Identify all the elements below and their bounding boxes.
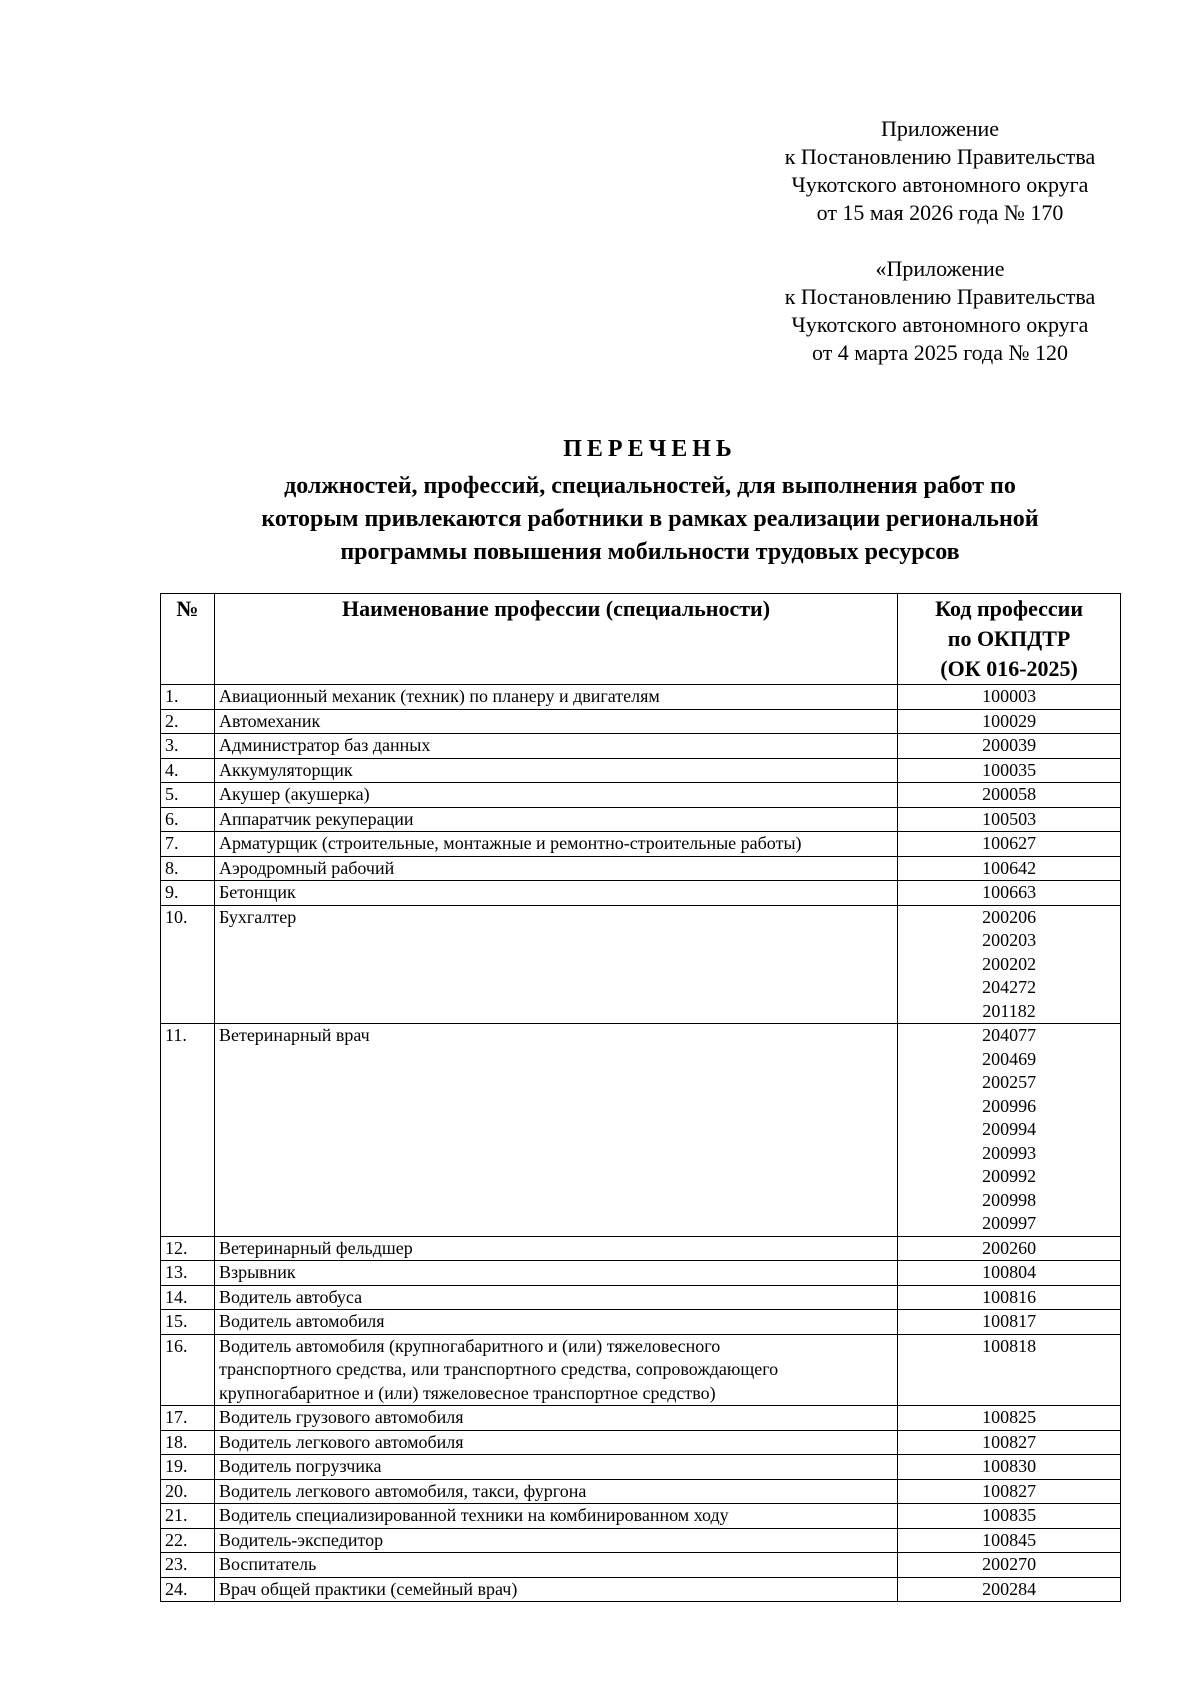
table-row bbox=[161, 1504, 1121, 1529]
table-row bbox=[161, 734, 1121, 759]
profession-name: Водитель автобуса bbox=[214, 1285, 897, 1310]
table-row bbox=[161, 685, 1121, 710]
table-row bbox=[161, 881, 1121, 906]
row-number: 17. bbox=[161, 1406, 215, 1431]
row-number: 14. bbox=[161, 1285, 215, 1310]
table-row bbox=[161, 905, 1121, 1024]
appendix-line: от 4 марта 2025 года № 120 bbox=[811, 340, 1068, 365]
profession-name: Водитель легкового автомобиля, такси, фургона bbox=[214, 1479, 897, 1504]
profession-name: Авиационный механик (техник) по планеру и двигателям bbox=[214, 685, 897, 710]
profession-code: 204077 bbox=[982, 1025, 1037, 1045]
table-row bbox=[161, 807, 1121, 832]
profession-code: 200270 bbox=[982, 1554, 1037, 1574]
profession-code: 200203 bbox=[982, 930, 1037, 950]
profession-code: 100845 bbox=[982, 1529, 1037, 1550]
appendix-previous bbox=[740, 255, 1140, 367]
table-row bbox=[161, 1285, 1121, 1310]
subtitle-line: которым привлекаются работники в рамках реализации региональной bbox=[261, 506, 1039, 532]
table-row bbox=[161, 1553, 1121, 1578]
row-number: 1. bbox=[161, 685, 215, 710]
profession-codes bbox=[898, 807, 1121, 832]
profession-codes bbox=[898, 758, 1121, 783]
profession-codes bbox=[898, 1553, 1121, 1578]
profession-name-line: Водитель автомобиля (крупногабаритного и (или) тяжеловесного bbox=[218, 1335, 721, 1356]
profession-code: 100663 bbox=[982, 882, 1037, 902]
profession-code: 100827 bbox=[982, 1480, 1037, 1501]
profession-codes bbox=[898, 1406, 1121, 1431]
profession-codes bbox=[898, 1285, 1121, 1310]
row-number: 11. bbox=[161, 1024, 215, 1237]
row-number: 18. bbox=[161, 1430, 215, 1455]
table-row bbox=[161, 1528, 1121, 1553]
table-body bbox=[161, 685, 1121, 1602]
row-number: 5. bbox=[161, 783, 215, 808]
profession-codes bbox=[898, 1261, 1121, 1286]
profession-codes bbox=[898, 709, 1121, 734]
profession-code: 200993 bbox=[982, 1142, 1037, 1163]
profession-name: Водитель погрузчика bbox=[214, 1455, 897, 1480]
profession-code: 200996 bbox=[982, 1095, 1037, 1116]
profession-codes bbox=[898, 1528, 1121, 1553]
table-header-row bbox=[161, 594, 1121, 685]
table-row bbox=[161, 1236, 1121, 1261]
subtitle-line: программы повышения мобильности трудовых ресурсов bbox=[340, 539, 960, 565]
profession-name-line: крупногабаритное и (или) тяжеловесное транспортное средство) bbox=[218, 1382, 716, 1403]
profession-name: Водитель специализированной техники на комбинированном ходу bbox=[214, 1504, 897, 1529]
table-row bbox=[161, 1334, 1121, 1406]
row-number: 23. bbox=[161, 1553, 215, 1578]
row-number: 24. bbox=[161, 1577, 215, 1602]
row-number: 2. bbox=[161, 709, 215, 734]
row-number: 6. bbox=[161, 807, 215, 832]
header-code-line: по ОКПДТР bbox=[947, 626, 1071, 651]
profession-codes bbox=[898, 1504, 1121, 1529]
row-number: 9. bbox=[161, 881, 215, 906]
profession-code: 200994 bbox=[982, 1119, 1037, 1139]
profession-codes bbox=[898, 1236, 1121, 1261]
profession-codes bbox=[898, 1577, 1121, 1602]
profession-name: Водитель-экспедитор bbox=[214, 1528, 897, 1553]
row-number: 12. bbox=[161, 1236, 215, 1261]
profession-code: 200257 bbox=[982, 1072, 1037, 1092]
row-number: 4. bbox=[161, 758, 215, 783]
appendix-current bbox=[740, 115, 1140, 227]
profession-name: Акушер (акушерка) bbox=[214, 783, 897, 808]
profession-name: Взрывник bbox=[214, 1261, 897, 1286]
profession-name: Администратор баз данных bbox=[214, 734, 897, 759]
profession-name: Ветеринарный врач bbox=[214, 1024, 897, 1237]
table-row bbox=[161, 856, 1121, 881]
header-code-line: Код профессии bbox=[935, 596, 1084, 621]
header-code bbox=[898, 594, 1121, 685]
table-row bbox=[161, 832, 1121, 857]
table-row bbox=[161, 709, 1121, 734]
profession-code: 100804 bbox=[982, 1262, 1037, 1282]
profession-codes bbox=[898, 856, 1121, 881]
table-row bbox=[161, 1406, 1121, 1431]
title-block bbox=[150, 434, 1150, 569]
document-subtitle bbox=[150, 470, 1150, 569]
profession-code: 100830 bbox=[982, 1456, 1037, 1476]
profession-code: 100003 bbox=[982, 686, 1037, 706]
table-row bbox=[161, 1577, 1121, 1602]
profession-code: 100035 bbox=[982, 759, 1037, 780]
profession-code: 100029 bbox=[982, 710, 1037, 731]
row-number: 20. bbox=[161, 1479, 215, 1504]
profession-code: 100627 bbox=[982, 833, 1037, 853]
profession-name bbox=[214, 1334, 897, 1406]
profession-name: Бухгалтер bbox=[214, 905, 897, 1024]
profession-codes bbox=[898, 1479, 1121, 1504]
appendix-line: к Постановлению Правительства bbox=[784, 144, 1096, 169]
profession-name: Водитель грузового автомобиля bbox=[214, 1406, 897, 1431]
profession-codes bbox=[898, 1310, 1121, 1335]
profession-codes bbox=[898, 685, 1121, 710]
row-number: 21. bbox=[161, 1504, 215, 1529]
profession-code: 100825 bbox=[982, 1407, 1037, 1427]
profession-code: 200284 bbox=[982, 1578, 1037, 1599]
profession-name: Воспитатель bbox=[214, 1553, 897, 1578]
appendix-line: «Приложение bbox=[875, 256, 1005, 281]
profession-code: 200206 bbox=[982, 906, 1037, 927]
profession-code: 100817 bbox=[982, 1311, 1037, 1331]
profession-code: 100835 bbox=[982, 1505, 1037, 1525]
appendix-line: Чукотского автономного округа bbox=[791, 172, 1089, 197]
profession-code: 201182 bbox=[982, 1000, 1036, 1021]
profession-code: 200260 bbox=[982, 1237, 1037, 1258]
appendix-line: от 15 мая 2026 года № 170 bbox=[816, 200, 1064, 225]
profession-code: 100818 bbox=[982, 1335, 1037, 1356]
document-title: ПЕРЕЧЕНЬ bbox=[563, 436, 737, 462]
profession-code: 204272 bbox=[982, 977, 1037, 997]
header-number: № bbox=[161, 594, 215, 685]
profession-codes bbox=[898, 1024, 1121, 1237]
profession-name: Водитель автомобиля bbox=[214, 1310, 897, 1335]
profession-codes bbox=[898, 1334, 1121, 1406]
profession-name: Арматурщик (строительные, монтажные и ремонтно-строительные работы) bbox=[214, 832, 897, 857]
row-number: 10. bbox=[161, 905, 215, 1024]
profession-codes bbox=[898, 734, 1121, 759]
table-row bbox=[161, 1261, 1121, 1286]
appendix-line: Чукотского автономного округа bbox=[791, 312, 1089, 337]
profession-codes bbox=[898, 783, 1121, 808]
row-number: 7. bbox=[161, 832, 215, 857]
profession-codes bbox=[898, 881, 1121, 906]
profession-code: 100816 bbox=[982, 1286, 1037, 1307]
table-row bbox=[161, 1430, 1121, 1455]
row-number: 16. bbox=[161, 1334, 215, 1406]
row-number: 3. bbox=[161, 734, 215, 759]
profession-codes bbox=[898, 905, 1121, 1024]
table-row bbox=[161, 1024, 1121, 1237]
profession-code: 200469 bbox=[982, 1048, 1037, 1069]
header-name: Наименование профессии (специальности) bbox=[214, 594, 897, 685]
table-row bbox=[161, 1310, 1121, 1335]
profession-code: 200058 bbox=[982, 784, 1037, 804]
profession-code: 100642 bbox=[982, 857, 1037, 878]
header-code-line: (ОК 016-2025) bbox=[940, 656, 1078, 681]
table-row bbox=[161, 1455, 1121, 1480]
profession-name: Водитель легкового автомобиля bbox=[214, 1430, 897, 1455]
row-number: 15. bbox=[161, 1310, 215, 1335]
profession-code: 100503 bbox=[982, 808, 1037, 829]
row-number: 13. bbox=[161, 1261, 215, 1286]
profession-code: 200997 bbox=[982, 1213, 1037, 1233]
profession-name: Врач общей практики (семейный врач) bbox=[214, 1577, 897, 1602]
table-row bbox=[161, 1479, 1121, 1504]
profession-code: 200039 bbox=[982, 735, 1037, 755]
profession-code: 200202 bbox=[982, 953, 1037, 974]
row-number: 22. bbox=[161, 1528, 215, 1553]
row-number: 19. bbox=[161, 1455, 215, 1480]
profession-name: Аппаратчик рекуперации bbox=[214, 807, 897, 832]
profession-name: Ветеринарный фельдшер bbox=[214, 1236, 897, 1261]
subtitle-line: должностей, профессий, специальностей, для выполнения работ по bbox=[284, 473, 1016, 499]
profession-name: Автомеханик bbox=[214, 709, 897, 734]
appendix-line: Приложение bbox=[880, 116, 1000, 141]
table-row bbox=[161, 758, 1121, 783]
profession-code: 200998 bbox=[982, 1189, 1037, 1210]
profession-name: Бетонщик bbox=[214, 881, 897, 906]
appendix-line: к Постановлению Правительства bbox=[784, 284, 1096, 309]
profession-name: Аэродромный рабочий bbox=[214, 856, 897, 881]
profession-name: Аккумуляторщик bbox=[214, 758, 897, 783]
profession-codes bbox=[898, 832, 1121, 857]
table-row bbox=[161, 783, 1121, 808]
profession-codes bbox=[898, 1430, 1121, 1455]
profession-code: 100827 bbox=[982, 1431, 1037, 1452]
profession-code: 200992 bbox=[982, 1166, 1037, 1186]
row-number: 8. bbox=[161, 856, 215, 881]
profession-name-line: транспортного средства, или транспортного средства, сопровождающего bbox=[218, 1359, 779, 1379]
profession-codes bbox=[898, 1455, 1121, 1480]
professions-table bbox=[160, 593, 1121, 1602]
